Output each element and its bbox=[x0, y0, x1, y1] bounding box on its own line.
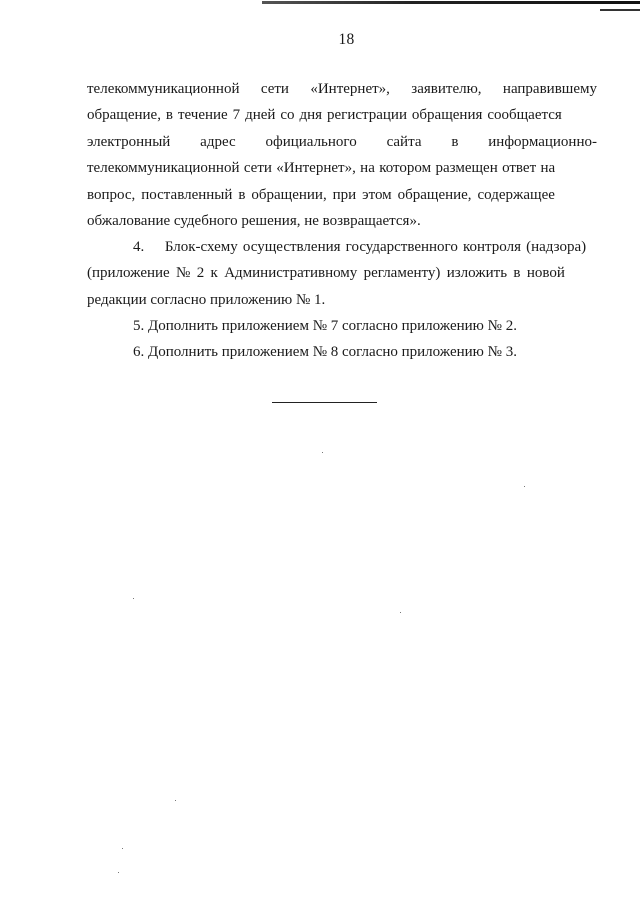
word: «Интернет», bbox=[310, 81, 390, 97]
text-line: вопрос, поставленный в обращении, при этом обращение, содержащее bbox=[87, 186, 555, 203]
scan-border-top bbox=[262, 1, 640, 4]
word: сети bbox=[260, 81, 289, 97]
text-line: редакции согласно приложению № 1. bbox=[87, 291, 326, 308]
text-line: обращение, в течение 7 дней со дня регистрации обращения сообщается bbox=[87, 107, 562, 124]
scan-speck bbox=[322, 452, 323, 453]
text-line: обжалование судебного решения, не возвращается». bbox=[87, 213, 421, 230]
page-number: 18 bbox=[338, 31, 355, 48]
text-line: 6. Дополнить приложением № 8 согласно приложению № 3. bbox=[133, 344, 517, 360]
word: официального bbox=[265, 133, 357, 150]
scan-border-top-corner bbox=[600, 9, 640, 11]
text-line: (приложение № 2 к Административному регламенту) изложить в новой bbox=[87, 265, 565, 282]
text-line: 5. Дополнить приложением № 7 согласно приложению № 2. bbox=[133, 318, 517, 334]
word: телекоммуникационной bbox=[87, 81, 240, 97]
scan-speck bbox=[400, 612, 401, 613]
paragraph-item-6 bbox=[87, 339, 597, 365]
scan-speck bbox=[122, 848, 123, 849]
scan-speck bbox=[524, 486, 525, 487]
word: заявителю, bbox=[411, 81, 482, 97]
text-line: 4. Блок-схему осуществления государственного контроля (надзора) bbox=[133, 239, 587, 255]
scan-speck bbox=[118, 872, 119, 873]
paragraph-item-5 bbox=[87, 313, 597, 339]
word: сайта bbox=[386, 133, 422, 150]
word: направившему bbox=[502, 81, 597, 97]
word: адрес bbox=[200, 133, 236, 150]
scan-speck bbox=[133, 598, 134, 599]
text-line bbox=[87, 129, 597, 155]
paragraph-continuation bbox=[87, 76, 597, 234]
paragraph-item-4 bbox=[87, 234, 597, 313]
text-line bbox=[87, 76, 597, 102]
word: электронный bbox=[87, 133, 171, 150]
end-separator-line bbox=[272, 402, 377, 403]
word: информационно- bbox=[488, 133, 597, 150]
text-line: телекоммуникационной сети «Интернет», на котором размещен ответ на bbox=[87, 160, 556, 177]
scan-speck bbox=[175, 800, 176, 801]
word: в bbox=[451, 133, 459, 150]
